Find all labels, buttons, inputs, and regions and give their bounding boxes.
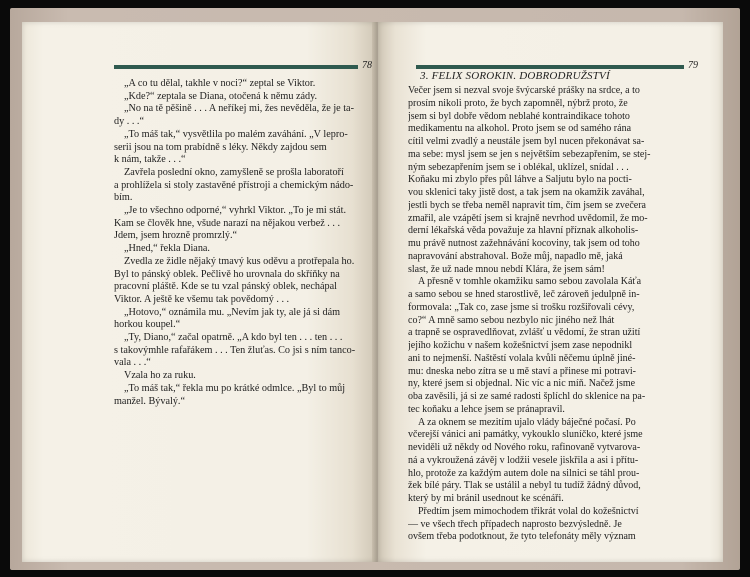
page-number: 79 bbox=[688, 60, 698, 71]
text-line: „A co tu dělal, takhle v noci?“ zeptal se Viktor. bbox=[124, 78, 316, 89]
right-page bbox=[378, 22, 723, 562]
text-line: Viktor. A ještě ke všemu tak povědomý . . . bbox=[114, 293, 290, 305]
text-line: jestli bych se třeba neměl napravit tím, čím jsem se zvečera bbox=[408, 199, 646, 211]
text-line: který by mi bránil usednout ke scénáři. bbox=[408, 493, 564, 504]
text-line: pracovní pláště. Kde se tu vzal pánský oblek, nechápal bbox=[114, 281, 337, 293]
text-line: jsem si byl dobře vědom neblahé kontraindikace tohoto bbox=[408, 110, 630, 122]
text-line: zmařil, ale vzápětí jsem si krajně nevrhod uvědomil, že mo- bbox=[408, 212, 648, 224]
text-line: formovala: „Tak co, zase jsme si trošku rozšiřovali cévy, bbox=[408, 301, 635, 313]
text-line: vou sklenici taky jistě dost, a tak jsem na okamžik zaváhal, bbox=[408, 187, 645, 198]
header-rule bbox=[114, 65, 358, 69]
text-line: Kam se člověk hne, všude narazí na nějakou verbež . . . bbox=[114, 217, 341, 229]
text-line: Předtím jsem mimochodem třikrát volal do kožešnictví bbox=[418, 505, 639, 517]
text-line: dy . . .“ bbox=[114, 116, 144, 128]
text-line: oba zavěsili, já si ze samé radosti šplíchl do sklenice na pa- bbox=[408, 391, 646, 402]
text-line: ná a vykroužená závěj v lodžii vesele jiskřila a asi i přítu- bbox=[408, 454, 639, 466]
text-line: Koňaku mi zbylo přes půl láhve a Saljutu bylo na pocti- bbox=[408, 174, 632, 186]
text-line: včerejší vánici ani památky, vykouklo sluníčko, které jsme bbox=[408, 429, 643, 441]
text-line: A přesně v tomhle okamžiku samo sebou zavolala Káťa bbox=[418, 276, 642, 288]
text-line: Zavřela poslední okno, zamyšleně se prošla laboratoří bbox=[124, 166, 344, 178]
text-line: „Kde?“ zeptala se Diana, otočená k němu zády. bbox=[124, 90, 318, 102]
text-line: prosím nikoli proto, že bych zapomněl, nýbrž proto, že bbox=[408, 97, 628, 109]
text-line: mu: dneska nebo zítra se u mě staví a přinese mi potravi- bbox=[408, 365, 636, 377]
text-line: mu právě nutnost zažehnávání kocoviny, tak jsem od toho bbox=[408, 238, 640, 249]
text-line: tec koňaku a lehce jsem se pránapravil. bbox=[408, 403, 565, 415]
text-line: a samo sebou se hned starostlivě, leč zároveň jedulpně in- bbox=[408, 289, 640, 300]
text-line: Večer jsem si nezval svoje švýcarské prášky na srdce, a to bbox=[408, 85, 640, 96]
text-line: „No na tě pěšině . . . A neříkej mi, žes nevěděla, že je ta- bbox=[124, 103, 354, 115]
text-line: — ve všech třech případech naprosto bezvýsledně. Je bbox=[408, 518, 622, 530]
text-line: ovšem třeba podotknout, že tyto telefonáty měly význam bbox=[408, 531, 636, 543]
text-line: k nám, takže . . .“ bbox=[114, 154, 186, 166]
left-page bbox=[22, 22, 377, 562]
text-line: ny, které jsem si objednal. Nic víc a nic míň. Načež jsme bbox=[408, 378, 636, 390]
text-line: ma sebe: mysl jsem se jen s největším sebezapřením, se stej- bbox=[408, 148, 651, 160]
text-line: horkou koupel.“ bbox=[114, 319, 181, 331]
text-line: manžel. Bývalý.“ bbox=[114, 395, 186, 407]
text-line: hlo, protože za každým autem dole na silnici se táhl prou- bbox=[408, 467, 640, 479]
page-number: 78 bbox=[362, 60, 372, 71]
header-rule bbox=[416, 65, 684, 69]
text-line: ným sebezapřením jsem se i oblékal, uklízel, snídal . . . bbox=[408, 161, 629, 173]
right-page-header bbox=[416, 60, 706, 82]
text-line: s takovýmhle rafařákem . . . Ten žluťas. Co jsi s ním tanco- bbox=[114, 344, 356, 356]
text-line: medikamentu na alkohol. Proto jsem se od samého rána bbox=[408, 123, 632, 135]
text-line: ani to nejmenší. Naštěstí volala kvůli něčemu úplně jiné- bbox=[408, 352, 636, 364]
text-line: „Ty, Diano,“ začal opatrně. „A kdo byl ten . . . ten . . . bbox=[124, 332, 343, 344]
text-line: žek bílé páry. Tlak se ustálil a nebyl tu tudíž žádný důvod, bbox=[408, 480, 641, 492]
text-line: co?“ A mně samo sebou nezbylo nic jiného než lhát bbox=[408, 314, 615, 326]
text-line: Vzala ho za ruku. bbox=[124, 370, 196, 382]
left-page-header bbox=[114, 60, 376, 74]
text-line: A za oknem se mezitím ujalo vlády báječné počasí. Po bbox=[418, 416, 636, 428]
text-line: serii jsou na tom prabídně s léky. Někdy zajdou sem bbox=[114, 141, 327, 153]
text-line: Byl to pánský oblek. Pečlivě ho urovnala do skříňky na bbox=[114, 268, 340, 280]
text-line: cítil velmi zvadlý a neustále jsem byl nucen překonávat sa- bbox=[408, 136, 645, 147]
right-page-text bbox=[408, 85, 706, 544]
text-line: bím. bbox=[114, 192, 133, 204]
left-page-text bbox=[114, 78, 374, 408]
text-line: Zvedla ze židle nějaký tmavý kus oděvu a protřepala ho. bbox=[124, 255, 355, 267]
text-line: neviděli už někdy od Nového roku, rafinovaně vytvarova- bbox=[408, 442, 641, 453]
text-line: „Hned,“ řekla Diana. bbox=[124, 243, 210, 255]
text-line: „To máš tak,“ řekla mu po krátké odmlce. „Byl to můj bbox=[124, 382, 346, 394]
text-line: „Je to všechno odporné,“ vyhrkl Viktor. „To je mi stát. bbox=[124, 205, 346, 217]
text-line: Jdem, jsem hrozně promrzlý.“ bbox=[114, 230, 238, 242]
text-line: a prohlížela si stoly zastavěné přístroji a chemickým nádo- bbox=[114, 179, 354, 191]
chapter-title: 3. FELIX SOROKIN. DOBRODRUŽSTVÍ bbox=[420, 70, 614, 82]
text-line: slast, že už nade mnou nebdí Klára, že jsem sám! bbox=[408, 263, 605, 275]
text-line: a trapně se ospravedlňovat, zvlášť u vědomí, že stran užití bbox=[408, 327, 641, 339]
text-line: „Hotovo,“ oznámila mu. „Nevím jak ty, ale já si dám bbox=[124, 306, 341, 318]
text-line: jejího kožichu v našem kožešnictví jsem zase nepodnikl bbox=[408, 340, 633, 351]
text-line: vala . . .“ bbox=[114, 357, 151, 369]
text-line: „To máš tak,“ vysvětlila po malém zaváhání. „V lepro- bbox=[124, 128, 348, 140]
text-line: napravování abstrahoval. Bože můj, napadlo mě, jaká bbox=[408, 250, 623, 262]
text-line: derní lékařská věda považuje za hlavní příznak alkoholis- bbox=[408, 225, 639, 237]
